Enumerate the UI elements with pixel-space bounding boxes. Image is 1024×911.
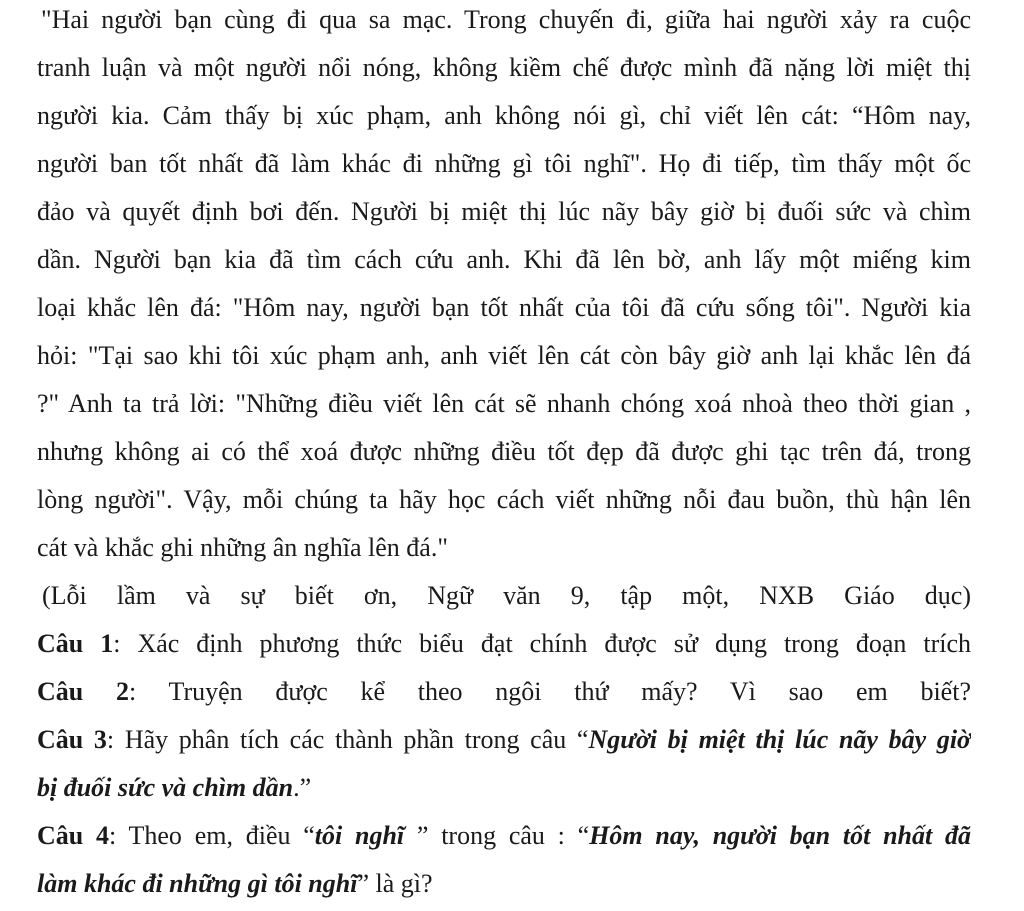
passage-line-6: dần. Người bạn kia đã tìm cách cứu anh. Khi đã lên bờ, anh lấy một miếng kim [37,245,971,274]
question-4-term: tôi nghĩ [314,821,405,850]
passage-line-5: đảo và quyết định bơi đến. Người bị miệt thị lúc nãy bây giờ bị đuối sức và chìm [37,197,971,226]
passage-line-2: tranh luận và một người nổi nóng, không kiềm chế được mình đã nặng lời miệt thị [37,53,971,82]
question-4-line-2 [37,866,971,902]
question-4-line-1 [37,818,971,854]
passage-line-3: người kia. Cảm thấy bị xúc phạm, anh không nói gì, chỉ viết lên cát: “Hôm nay, [37,101,971,130]
question-4-quote-part-2: làm khác đi những gì tôi nghĩ [37,869,358,898]
passage-line-7: loại khắc lên đá: "Hôm nay, người bạn tốt nhất của tôi đã cứu sống tôi". Người kia [37,293,971,322]
question-3-label: Câu 3 [37,725,107,754]
passage-line-10: nhưng không ai có thể xoá được những điều tốt đẹp đã được ghi tạc trên đá, trong [37,437,971,466]
question-3-quote-part-2: bị đuối sức và chìm dần [37,773,294,802]
passage-line-12: cát và khắc ghi những ân nghĩa lên đá." [37,533,448,562]
question-3-line-1 [37,722,971,758]
question-2 [37,674,971,710]
question-3-quote-part-1: Người bị miệt thị lúc nãy bây giờ [588,725,971,754]
question-2-label: Câu 2 [37,677,129,706]
question-1 [37,626,971,662]
question-3-text: : Hãy phân tích các thành phần trong câu “ [106,725,589,754]
question-4-label: Câu 4 [37,821,109,850]
question-3-text-end: .” [293,773,312,802]
passage-line-8: hỏi: "Tại sao khi tôi xúc phạm anh, anh viết lên cát còn bây giờ anh lại khắc lên đá [37,341,971,370]
question-4-text: : Theo em, điều “ [109,821,315,850]
passage-line-1: "Hai người bạn cùng đi qua sa mạc. Trong chuyến đi, giữa hai người xảy ra cuộc [41,5,971,34]
question-2-text: : Truyện được kể theo ngôi thứ mấy? Vì sao em biết? [128,677,971,706]
question-4-quote-part-1: Hôm nay, người bạn tốt nhất đã [589,821,971,850]
passage-line-11: lòng người". Vậy, mỗi chúng ta hãy học cách viết những nỗi đau buồn, thù hận lên [37,485,971,514]
question-3-line-2 [37,770,971,806]
question-1-text: : Xác định phương thức biểu đạt chính được sử dụng trong đoạn trích [113,629,971,658]
question-1-label: Câu 1 [37,629,114,658]
passage-line-9: ?" Anh ta trả lời: "Những điều viết lên cát sẽ nhanh chóng xoá nhoà theo thời gian , [37,389,971,418]
question-4-text-end: ” là gì? [357,869,433,898]
question-4-text-mid: ” trong câu : “ [404,821,590,850]
source-citation: (Lỗi lầm và sự biết ơn, Ngữ văn 9, tập một, NXB Giáo dục) [42,581,971,610]
passage-line-4: người ban tốt nhất đã làm khác đi những gì tôi nghĩ". Họ đi tiếp, tìm thấy một ốc [37,149,971,178]
